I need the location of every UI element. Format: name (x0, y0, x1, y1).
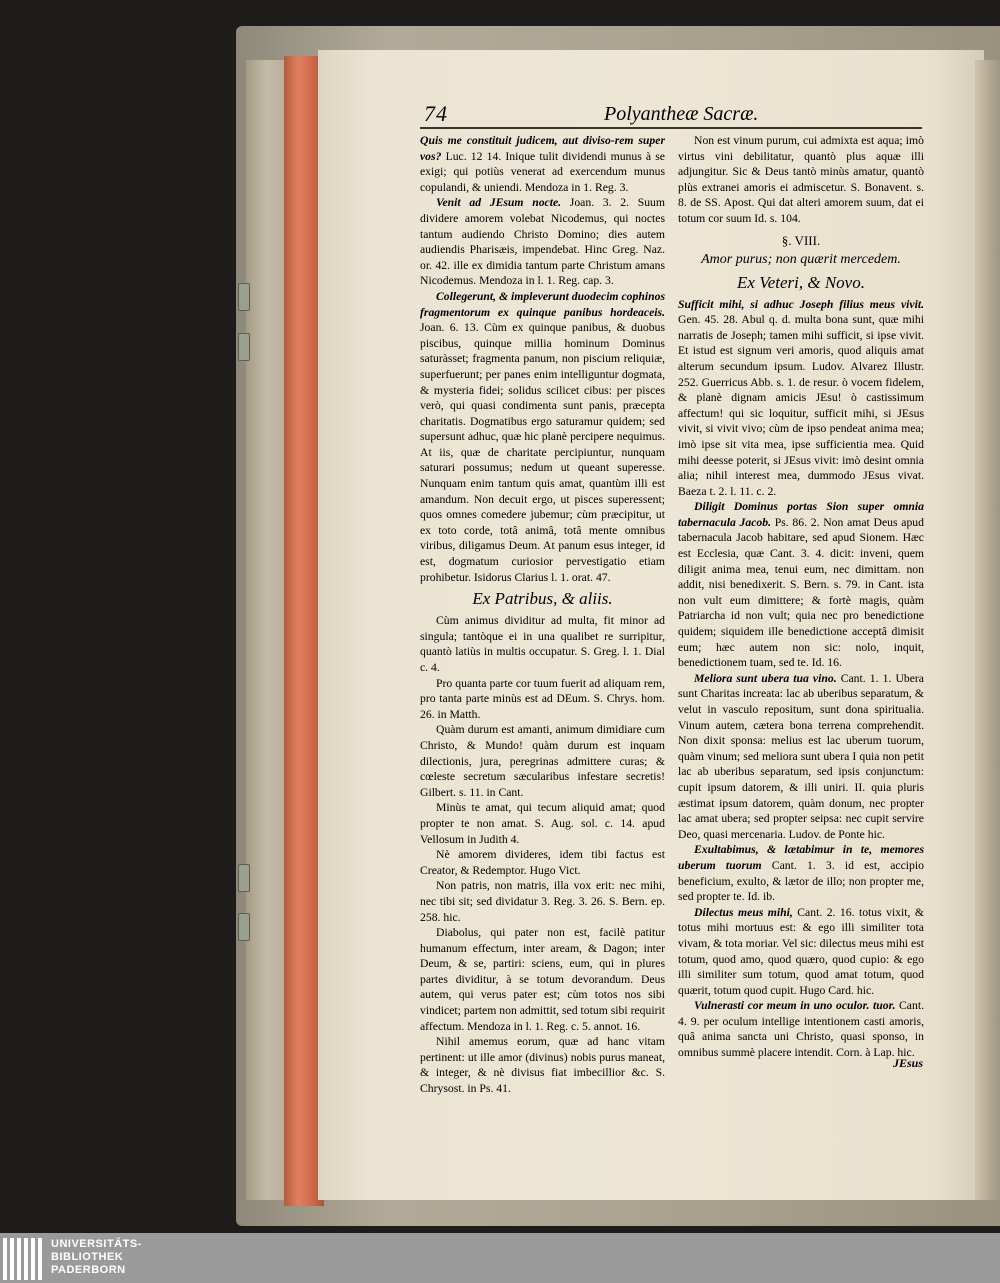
paragraph (420, 133, 665, 195)
paragraph (678, 671, 924, 843)
library-name (51, 1238, 142, 1277)
section-title: Ex Veteri, & Novo. (737, 272, 865, 292)
clasp-icon (238, 333, 250, 361)
scripture-citation: Sufficit mihi, si adhuc Joseph filius meus vivit. (678, 297, 924, 311)
left-column (420, 133, 665, 1097)
running-head: Polyantheæ Sacræ. (604, 103, 759, 125)
catchword: JEsus (893, 1056, 924, 1070)
scripture-citation: Venit ad JEsum nocte. (436, 196, 562, 210)
scripture-citation: Quis me constituit judicem, aut diviso-rem super vos? (420, 134, 665, 163)
page-number: 74 (424, 101, 448, 126)
paragraph: Nihil amemus eorum, quæ ad hanc vitam pertinent: ut ille amor (divinus) nobis purus maneat, & integer, & nè divisus fiat imbecillior &c. S. Chrysost. in Ps. 41. (420, 1035, 665, 1096)
paragraph-text: Joan. 3. 2. Suum dividere amorem volebat Nicodemus, qui noctes tantum audiendo Christo Domino; dies autem audiendis Pharisæis, impendebat. Hinc Greg. Naz. or. 42. ille ex dimidia tantum parte Christum amans Nicodemus. Mendoza in l. 1. Reg. cap. 3. (420, 196, 665, 288)
paragraph-text: Ps. 86. 2. Non amat Deus apud tabernacula Jacob habitare, sed apud Sionem. Hæc est Ecclesia, quæ Cant. 3. 4. dicit: inveni, quem diligit anima mea, tenui eum, nec dimittam. non addit, nisi benedixerit. S. Bern. s. 79. in Cant. ista non vult eum dimittere; & fortè magis, quàm Patriarcha id non vult; quia nec pro benedictione quidem; siquidem ille benedictione acceptâ dimisit eum; hæc autem non sic: nolo, inquit, benedictionem tuam, sed te. Id. 16. (678, 515, 924, 670)
library-logo-icon (3, 1238, 47, 1280)
clasp-icon (238, 913, 250, 941)
paragraph (678, 842, 924, 904)
paragraph (420, 289, 665, 585)
paragraph: Nè amorem divideres, idem tibi factus est Creator, & Redemptor. Hugo Vict. (420, 848, 665, 877)
scripture-citation: Meliora sunt ubera tua vino. (694, 671, 837, 685)
clasp-icon (238, 864, 250, 892)
library-name-line: UNIVERSITÄTS- (51, 1238, 142, 1250)
paragraph-text: Cant. 1. 3. id est, accipio beneficium, exulto, & lætor de illo; non propter me, sed propter te. Id. ib. (678, 858, 924, 904)
header-rule (420, 127, 922, 129)
paragraph: Minùs te amat, qui tecum aliquid amat; quod propter te non amat. S. Aug. sol. c. 14. apud Vellosum in Judith 4. (420, 801, 665, 846)
paragraph: Non est vinum purum, cui admixta est aqua; imò virtus vini debilitatur, quantò plus aquæ illi adjungitur. Sic & Deus tantò minùs amatur, quantò plùs extranei amoris ei admiscetur. S. Bonavent. s. 8. de SS. Apost. Qui dat alteri amorem suum, dat ei totum cor suum Id. s. 104. (678, 134, 924, 225)
scripture-citation: Diligit Dominus portas Sion super omnia tabernacula Jacob. (678, 500, 924, 529)
paragraph-text: Cant. 2. 16. totus vixit, & totus mihi mortuus est: & ego illi similiter tota vivam, & tota moriar. Vel sic: dilectus meus mihi est totum, quod amo, quod quæro, quod cupio: & ego illi similiter sum totum, quod amat totum, quod quærit, totum quod cupit. Hugo Card. hic. (678, 905, 924, 997)
paragraph-text: Cant. 4. 9. per oculum intellige intentionem casti amoris, quâ anima sancta uni Christo, quasi sponso, in omnibus summè placere intendit. Corn. à Lap. hic. (678, 999, 925, 1060)
scripture-citation: Vulnerasti cor meum in uno oculor. tuor. (694, 999, 896, 1013)
right-column (678, 133, 924, 1061)
scripture-citation: Dilectus meus mihi, (694, 905, 793, 919)
paragraph-text: Cant. 1. 1. Ubera sunt Charitas increata: lac ab uberibus separatum, & velut in vasculo repositum, sunt dona spiritualia. Vinum autem, cætera bona terrena comprehendit. Non dixit sponsa: melius est lac uberum tuorum, quàm vinum; sed meliora sunt ubera I quia non petit lac ab uberibus separatum, sed ipsis conjunctum: cupit ipsum datorem, & illi uniri. II. quia pluris æstimat ipsum datorem, quàm donum, nec propter lac amat ubera; sed propter seipsa: nec cupit servire Deo, quasi mercenaria. Ludov. de Ponte hic. (678, 671, 924, 841)
section-title: Ex Patribus, & aliis. (472, 589, 613, 609)
paragraph-text: Gen. 45. 28. Abul q. d. multa bona sunt, quæ mihi narratis de Joseph; tamen mihi sufficit, si ipse vivit. Et istud est signum veri amoris, quod aliquis amat alterum secundum ipsum. Ludov. Alvarez Illustr. 252. Guerricus Abb. s. 1. de resur. ò vocem fidelem, & planè dignam amicis JEsu! ò castissimum affectum! qui sic loquitur, sufficit mihi, si JEsus vivit, si vivit vivo; cùm de ipso pendeat anima mea; imò ipse sit vita mea, ipse sufficientia mea. Quid mihi deesse poterit, si JEsus vivit: imò desint omnia alia; nihil interest mea, dummodo JEsus vivat. Baeza t. 2. l. 11. c. 2. (678, 313, 924, 498)
paragraph (678, 905, 924, 999)
library-name-line: PADERBORN (51, 1264, 126, 1276)
section-number: §. VIII. (781, 232, 821, 248)
library-footer (0, 1233, 1000, 1283)
paragraph (678, 297, 924, 500)
paragraph: Quàm durum est amanti, animum dimidiare cum Christo, & Mundo! quàm durum est inquam dilectionis, jura, peregrinas admittere curas; & cœleste secretum sæcularibus infestare secretis! Gilbert. s. 11. in Cant. (420, 723, 665, 799)
paragraph: Non patris, non matris, illa vox erit: nec mihi, nec tibi sit; sed dividatur 3. Reg. 3. 26. S. Bern. ep. 258. hic. (420, 879, 665, 924)
paragraph: Pro quanta parte cor tuum fuerit ad aliquam rem, pro tanta parte minùs est ad DEum. S. Chrys. hom. 26. in Matth. (420, 676, 665, 721)
section-subtitle: Amor purus; non quærit mercedem. (701, 251, 901, 267)
scripture-citation: Collegerunt, & impleverunt duodecim cophinos fragmentorum ex quinque panibus hordeaceis. (420, 289, 665, 319)
paragraph-text: Luc. 12 14. Inique tulit dividendi munus à se exigi; qui potiùs venerat ad exercendum munus copulandi, & uniendi. Mendoza in 1. Reg. 3. (420, 149, 665, 194)
scripture-citation: Exultabimus, & lætabimur in te, memores uberum tuorum (678, 843, 924, 872)
paragraph: Diabolus, qui pater non est, facilè patitur humanum effectum, inter aream, & Dagon; inter Deum, & se, partiri: sciens, eum, qui in plures partes dividitur, à se totum devorandum. Deus autem, qui verus pater est; cùm totos nos sibi vindicet; partem non admittit, sed totum sibi requirit affectum. Mendoza in l. 1. Reg. c. 5. annot. 16. (420, 926, 665, 1033)
paragraph (678, 998, 924, 1060)
page-gutter-shadow (975, 60, 1000, 1200)
clasp-icon (238, 283, 250, 311)
paragraph (678, 499, 924, 671)
paragraph (420, 195, 665, 289)
paragraph-text: Joan. 6. 13. Cùm ex quinque panibus, & duobus piscibus, quinque millia hominum Dominus saturàsset; fragmenta panum, non piscium reliquiæ, superfuerunt; per panes enim intelliguntur dogmata, & mysteria fidei; solidus scilicet cibus: per pisces verò, qui quasi condimenta sunt panis, præcepta charitatis. Dogmatibus ergo saturamur quidem; sed supersunt adhuc, quæ hic planè percipere nequimus. At iis, quæ de charitate percipiuntur, nunquam saturari possumus; nedum ut queant superesse. Nunquam enim tantum quis amat, quantùm illi est amandum. Non decuit ergo, ut pisces superessent; quos omnes comedere jubemur; cùm præcipitur, ut ex toto corde, totâ animâ, totâ mente omnibus viribus, diligamus Deum. At panum esus integer, id est, dogmatum curiosior pervestigatio etiam prohibetur. Isidorus Clarius l. 1. orat. 47. (420, 321, 665, 584)
library-name-line: BIBLIOTHEK (51, 1251, 124, 1263)
paragraph: Cùm animus dividitur ad multa, fit minor ad singula; tantòque ei in una qualibet re surripitur, quantò latiùs in multis occupatur. S. Greg. l. 1. Dial c. 4. (420, 614, 665, 674)
